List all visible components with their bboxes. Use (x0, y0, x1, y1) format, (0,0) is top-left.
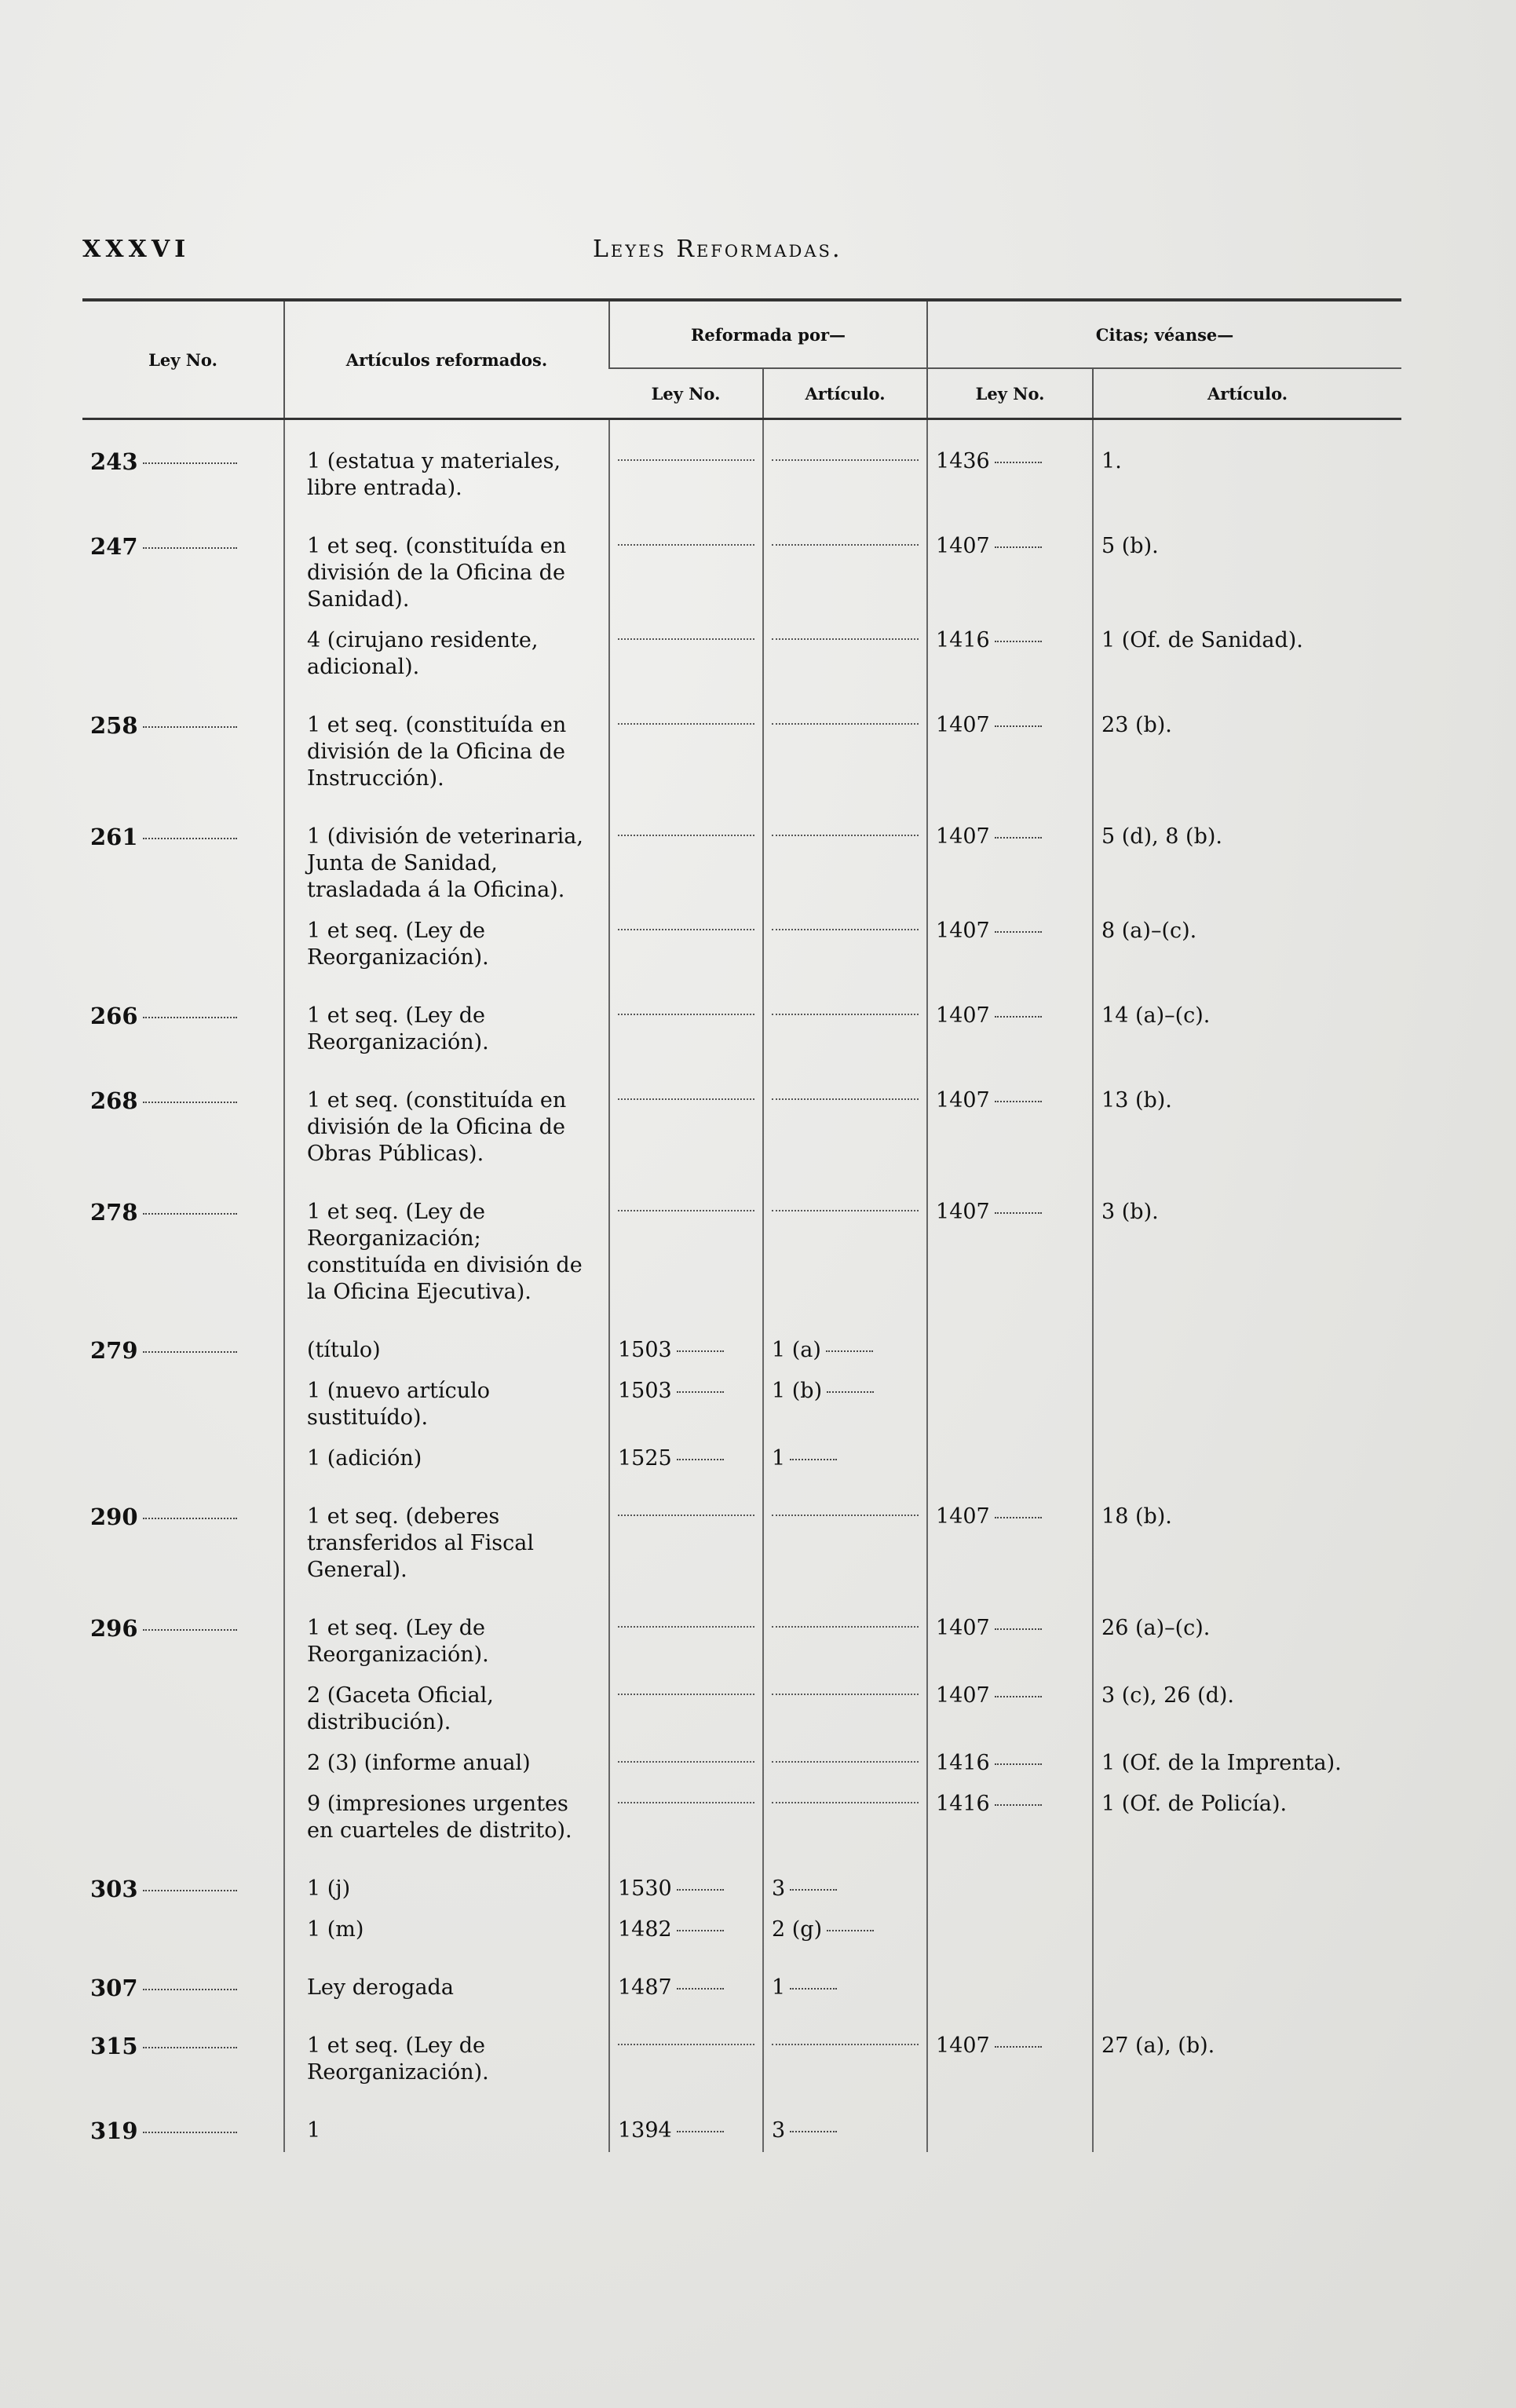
cit-articulo-cell (1093, 800, 1401, 912)
ley-cell (82, 1175, 284, 1314)
cit-articulo-cell-text: 1 (Of. de Policía). (1101, 1792, 1288, 1816)
articulo-cell (284, 1175, 609, 1314)
table-row (82, 2094, 1401, 2152)
articulo-cell (284, 1314, 609, 1372)
cit-ley-cell-text: 1416 (936, 1751, 990, 1775)
ley-cell-text: 278 (90, 1199, 138, 1226)
articulo-cell (284, 979, 609, 1064)
ref-articulo-cell (763, 912, 927, 979)
ley-cell-text: 266 (90, 1003, 138, 1029)
articulo-cell-text: 1 et seq. (Ley de Reorganización). (307, 919, 489, 970)
ref-articulo-cell (763, 1372, 927, 1439)
ley-cell (82, 1951, 284, 2009)
cit-articulo-cell (1093, 621, 1401, 689)
ref-ley-cell (609, 1852, 763, 1910)
ref-articulo-cell (763, 621, 927, 689)
articulo-cell-text: 2 (3) (informe anual) (307, 1751, 531, 1775)
ley-cell (82, 1591, 284, 1676)
cit-articulo-cell (1093, 1314, 1401, 1372)
articulo-cell-text: 1 et seq. (Ley de Reorganización). (307, 1003, 489, 1054)
cit-ley-cell (927, 979, 1093, 1064)
cit-ley-cell-text: 1407 (936, 713, 990, 737)
articulo-cell (284, 1591, 609, 1676)
cit-ley-cell (927, 419, 1093, 510)
cit-articulo-cell (1093, 2094, 1401, 2152)
ref-ley-cell (609, 979, 763, 1064)
ley-cell (82, 1910, 284, 1951)
ref-ley-cell (609, 1064, 763, 1175)
cit-ley-cell (927, 689, 1093, 800)
ref-articulo-cell-text: 3 (772, 1876, 786, 1901)
table-body (82, 419, 1401, 2153)
table-row (82, 1175, 1401, 1314)
ref-articulo-cell-text: 2 (g) (772, 1917, 823, 1942)
articulo-cell (284, 1676, 609, 1744)
articulo-cell-text: 2 (Gaceta Oficial, distribución). (307, 1683, 494, 1734)
cit-ley-cell (927, 2009, 1093, 2094)
ley-cell-text: 268 (90, 1087, 138, 1114)
ley-cell (82, 419, 284, 510)
ref-articulo-cell (763, 1480, 927, 1591)
ley-cell (82, 800, 284, 912)
cit-articulo-cell (1093, 1852, 1401, 1910)
cit-ley-cell (927, 1785, 1093, 1852)
ley-cell (82, 912, 284, 979)
cit-ley-cell-text: 1407 (936, 824, 990, 849)
table-row (82, 1314, 1401, 1372)
cit-articulo-cell-text: 8 (a)–(c). (1101, 919, 1197, 943)
ref-ley-cell-text: 1503 (618, 1338, 672, 1362)
table-header (82, 300, 1401, 419)
ref-ley-cell (609, 1372, 763, 1439)
articulo-cell-text: 1 et seq. (Ley de Reorganización). (307, 2033, 489, 2085)
cit-ley-cell (927, 510, 1093, 621)
cit-ley-cell (927, 1175, 1093, 1314)
cit-ley-cell (927, 912, 1093, 979)
cit-articulo-cell-text: 5 (b). (1101, 534, 1159, 558)
ref-ley-cell-text: 1487 (618, 1975, 672, 2000)
ref-articulo-cell (763, 1314, 927, 1372)
ref-ley-cell (609, 1951, 763, 2009)
table-row (82, 800, 1401, 912)
ref-ley-cell-text: 1525 (618, 1446, 672, 1471)
page-header (82, 228, 1401, 275)
ref-articulo-cell (763, 1064, 927, 1175)
articulo-cell (284, 621, 609, 689)
articulo-cell (284, 1852, 609, 1910)
ref-articulo-cell (763, 1910, 927, 1951)
articulo-cell-text: 1 et seq. (deberes transferidos al Fiscal General). (307, 1504, 534, 1582)
laws-table (82, 298, 1401, 2152)
ref-articulo-cell-text: 3 (772, 2118, 786, 2143)
articulo-cell-text: 1 (307, 2118, 321, 2143)
cit-articulo-cell (1093, 1744, 1401, 1785)
ref-articulo-cell-text: 1 (b) (772, 1379, 823, 1403)
cit-ley-cell (927, 1372, 1093, 1439)
cit-ley-cell-text: 1416 (936, 1792, 990, 1816)
articulo-cell-text: 1 et seq. (constituída en división de la Oficina de Obras Públicas). (307, 1088, 567, 1166)
ley-cell (82, 621, 284, 689)
cit-ley-cell (927, 1314, 1093, 1372)
ley-cell-text: 243 (90, 448, 138, 475)
table-row (82, 1785, 1401, 1852)
cit-articulo-cell (1093, 979, 1401, 1064)
cit-articulo-cell (1093, 1951, 1401, 2009)
cit-articulo-cell (1093, 689, 1401, 800)
cit-articulo-cell (1093, 1676, 1401, 1744)
col-ref-articulo: Artículo. (763, 368, 927, 419)
cit-articulo-cell (1093, 1785, 1401, 1852)
articulo-cell-text: (título) (307, 1338, 381, 1362)
cit-ley-cell (927, 1480, 1093, 1591)
articulo-cell (284, 1785, 609, 1852)
ley-cell (82, 1744, 284, 1785)
ley-cell-text: 307 (90, 1975, 138, 2001)
cit-articulo-cell (1093, 2009, 1401, 2094)
ref-ley-cell (609, 1314, 763, 1372)
cit-articulo-cell (1093, 912, 1401, 979)
page-title: Leyes Reformadas. (593, 236, 842, 263)
cit-ley-cell (927, 1852, 1093, 1910)
col-cit-articulo: Artículo. (1093, 368, 1401, 419)
table-row (82, 1744, 1401, 1785)
articulo-cell (284, 419, 609, 510)
articulo-cell-text: 1 et seq. (constituída en división de la Oficina de Instrucción). (307, 713, 567, 791)
ref-ley-cell (609, 1591, 763, 1676)
ref-articulo-cell (763, 2094, 927, 2152)
cit-articulo-cell (1093, 1439, 1401, 1480)
cit-ley-cell (927, 800, 1093, 912)
cit-ley-cell-text: 1407 (936, 2033, 990, 2058)
table-row (82, 979, 1401, 1064)
ref-ley-cell (609, 419, 763, 510)
cit-ley-cell-text: 1407 (936, 1683, 990, 1708)
table-row (82, 912, 1401, 979)
ley-cell (82, 1676, 284, 1744)
articulo-cell (284, 1910, 609, 1951)
cit-articulo-cell (1093, 1064, 1401, 1175)
cit-ley-cell (927, 1744, 1093, 1785)
cit-articulo-cell-text: 1. (1101, 449, 1122, 473)
cit-articulo-cell-text: 5 (d), 8 (b). (1101, 824, 1222, 849)
ley-cell (82, 979, 284, 1064)
ref-articulo-cell (763, 2009, 927, 2094)
ley-cell-text: 319 (90, 2118, 138, 2144)
articulo-cell-text: 4 (cirujano residente, adicional). (307, 628, 539, 679)
articulo-cell (284, 1439, 609, 1480)
cit-articulo-cell-text: 1 (Of. de la Imprenta). (1101, 1751, 1342, 1775)
col-ref-ley: Ley No. (609, 368, 763, 419)
cit-ley-cell-text: 1407 (936, 1088, 990, 1113)
cit-ley-cell (927, 2094, 1093, 2152)
articulo-cell-text: 1 (adición) (307, 1446, 422, 1471)
cit-ley-cell-text: 1407 (936, 534, 990, 558)
ley-cell (82, 1480, 284, 1591)
ref-articulo-cell (763, 419, 927, 510)
cit-ley-cell-text: 1407 (936, 1616, 990, 1640)
ley-cell (82, 510, 284, 621)
ley-cell-text: 303 (90, 1876, 138, 1902)
cit-ley-cell-text: 1407 (936, 1003, 990, 1028)
table-row (82, 419, 1401, 510)
cit-articulo-cell-text: 13 (b). (1101, 1088, 1172, 1113)
articulo-cell-text: 1 et seq. (constituída en división de la Oficina de Sanidad). (307, 534, 567, 612)
articulo-cell-text: 1 (división de veterinaria, Junta de Sanidad, trasladada á la Oficina). (307, 824, 583, 902)
page-number: XXXVI (82, 236, 191, 263)
ley-cell (82, 1439, 284, 1480)
cit-articulo-cell (1093, 419, 1401, 510)
ref-ley-cell (609, 1480, 763, 1591)
col-reformada-por: Reformada por— (609, 300, 927, 368)
ref-ley-cell-text: 1530 (618, 1876, 672, 1901)
cit-articulo-cell-text: 23 (b). (1101, 713, 1172, 737)
ref-ley-cell (609, 621, 763, 689)
articulo-cell (284, 1480, 609, 1591)
cit-ley-cell-text: 1407 (936, 1504, 990, 1529)
ref-articulo-cell (763, 979, 927, 1064)
articulo-cell-text: 1 et seq. (Ley de Reorganización; constituída en división de la Oficina Ejecutiva). (307, 1200, 583, 1304)
cit-articulo-cell-text: 1 (Of. de Sanidad). (1101, 628, 1303, 652)
ley-cell (82, 1852, 284, 1910)
articulo-cell (284, 510, 609, 621)
articulo-cell (284, 1951, 609, 2009)
cit-ley-cell (927, 621, 1093, 689)
articulo-cell-text: 1 (estatua y materiales, libre entrada). (307, 449, 561, 500)
cit-articulo-cell-text: 3 (c), 26 (d). (1101, 1683, 1235, 1708)
ref-ley-cell (609, 2094, 763, 2152)
ley-cell-text: 290 (90, 1504, 138, 1530)
ref-ley-cell-text: 1482 (618, 1917, 672, 1942)
ref-ley-cell (609, 1676, 763, 1744)
ley-cell (82, 1064, 284, 1175)
ley-cell (82, 689, 284, 800)
ref-articulo-cell (763, 1439, 927, 1480)
articulo-cell (284, 2094, 609, 2152)
ref-ley-cell (609, 1744, 763, 1785)
ref-articulo-cell (763, 1785, 927, 1852)
ref-ley-cell-text: 1503 (618, 1379, 672, 1403)
cit-articulo-cell-text: 18 (b). (1101, 1504, 1172, 1529)
ref-articulo-cell (763, 1591, 927, 1676)
ref-articulo-cell (763, 1744, 927, 1785)
ref-articulo-cell-text: 1 (a) (772, 1338, 821, 1362)
cit-articulo-cell (1093, 1175, 1401, 1314)
cit-articulo-cell-text: 26 (a)–(c). (1101, 1616, 1211, 1640)
cit-ley-cell-text: 1436 (936, 449, 990, 473)
ref-ley-cell (609, 1785, 763, 1852)
ref-articulo-cell (763, 800, 927, 912)
table-row (82, 1064, 1401, 1175)
cit-articulo-cell-text: 3 (b). (1101, 1200, 1159, 1224)
cit-articulo-cell-text: 14 (a)–(c). (1101, 1003, 1211, 1028)
articulo-cell (284, 2009, 609, 2094)
articulo-cell-text: 1 et seq. (Ley de Reorganización). (307, 1616, 489, 1667)
table-row (82, 2009, 1401, 2094)
table-row (82, 1439, 1401, 1480)
cit-articulo-cell-text: 27 (a), (b). (1101, 2033, 1215, 2058)
table-row (82, 621, 1401, 689)
articulo-cell-text: 9 (impresiones urgentes en cuarteles de distrito). (307, 1792, 572, 1843)
table-row (82, 1480, 1401, 1591)
ref-ley-cell (609, 510, 763, 621)
col-ley-no: Ley No. (82, 300, 284, 419)
col-citas: Citas; véanse— (927, 300, 1401, 368)
ley-cell-text: 261 (90, 824, 138, 850)
cit-ley-cell-text: 1416 (936, 628, 990, 652)
cit-articulo-cell (1093, 1591, 1401, 1676)
table-row (82, 1372, 1401, 1439)
articulo-cell (284, 1064, 609, 1175)
articulo-cell (284, 800, 609, 912)
articulo-cell-text: 1 (j) (307, 1876, 351, 1901)
ref-articulo-cell (763, 689, 927, 800)
articulo-cell (284, 912, 609, 979)
table-row (82, 1591, 1401, 1676)
col-articulos: Artículos reformados. (284, 300, 609, 419)
cit-ley-cell (927, 1910, 1093, 1951)
table-row (82, 1852, 1401, 1910)
table-row (82, 1910, 1401, 1951)
articulo-cell-text: Ley derogada (307, 1975, 454, 2000)
ref-articulo-cell (763, 1852, 927, 1910)
cit-ley-cell (927, 1064, 1093, 1175)
articulo-cell-text: 1 (m) (307, 1917, 364, 1942)
ley-cell-text: 279 (90, 1337, 138, 1364)
ley-cell (82, 1372, 284, 1439)
ref-articulo-cell (763, 510, 927, 621)
ley-cell-text: 315 (90, 2033, 138, 2059)
ref-articulo-cell-text: 1 (772, 1446, 786, 1471)
cit-articulo-cell (1093, 1372, 1401, 1439)
cit-ley-cell (927, 1951, 1093, 2009)
ref-ley-cell (609, 1175, 763, 1314)
table-row (82, 510, 1401, 621)
ref-ley-cell (609, 800, 763, 912)
articulo-cell (284, 689, 609, 800)
cit-ley-cell-text: 1407 (936, 1200, 990, 1224)
ley-cell-text: 258 (90, 712, 138, 739)
cit-articulo-cell (1093, 510, 1401, 621)
articulo-cell-text: 1 (nuevo artículo sustituído). (307, 1379, 491, 1430)
ref-ley-cell (609, 689, 763, 800)
cit-ley-cell (927, 1591, 1093, 1676)
ley-cell (82, 2009, 284, 2094)
ref-ley-cell (609, 1910, 763, 1951)
ley-cell (82, 1785, 284, 1852)
ref-articulo-cell-text: 1 (772, 1975, 786, 2000)
ley-cell-text: 296 (90, 1615, 138, 1642)
articulo-cell (284, 1744, 609, 1785)
ref-ley-cell (609, 1439, 763, 1480)
ley-cell (82, 1314, 284, 1372)
cit-ley-cell (927, 1439, 1093, 1480)
ref-articulo-cell (763, 1175, 927, 1314)
table-row (82, 1951, 1401, 2009)
ley-cell (82, 2094, 284, 2152)
cit-ley-cell (927, 1676, 1093, 1744)
ref-articulo-cell (763, 1676, 927, 1744)
ref-articulo-cell (763, 1951, 927, 2009)
ref-ley-cell (609, 2009, 763, 2094)
table-row (82, 689, 1401, 800)
ley-cell-text: 247 (90, 533, 138, 560)
cit-articulo-cell (1093, 1480, 1401, 1591)
table-row (82, 1676, 1401, 1744)
cit-ley-cell-text: 1407 (936, 919, 990, 943)
ref-ley-cell (609, 912, 763, 979)
cit-articulo-cell (1093, 1910, 1401, 1951)
articulo-cell (284, 1372, 609, 1439)
ref-ley-cell-text: 1394 (618, 2118, 672, 2143)
col-cit-ley: Ley No. (927, 368, 1093, 419)
